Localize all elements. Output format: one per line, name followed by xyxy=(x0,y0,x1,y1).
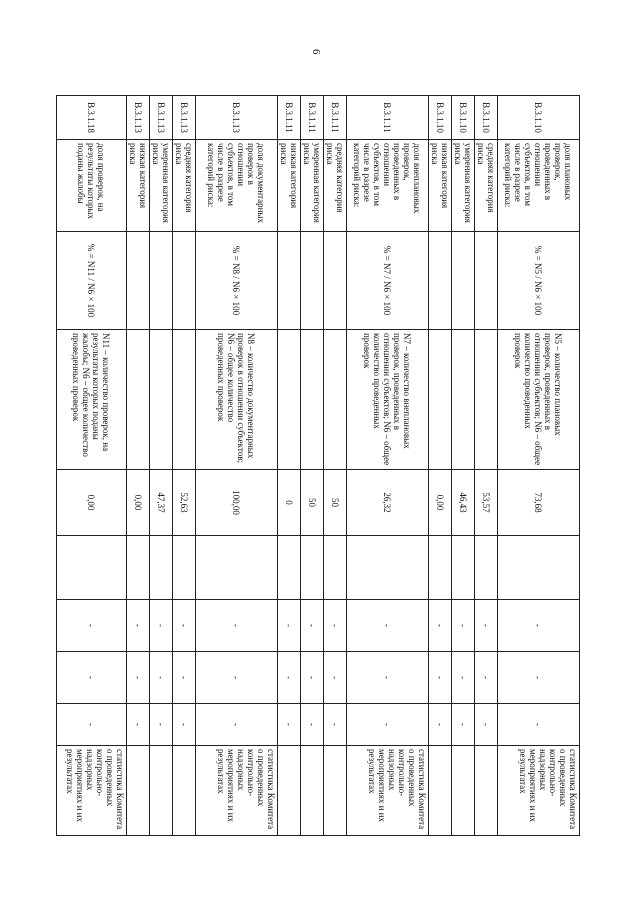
indicator-value: 100,00 xyxy=(196,470,278,536)
indicator-name: доля внеплановых проверок, проведенных в отношении субъектов, в том числе в разрезе категорий риска: xyxy=(347,140,429,232)
indicator-col6 xyxy=(278,536,301,600)
indicator-col7: - xyxy=(475,600,498,652)
indicator-legend xyxy=(173,330,196,470)
table-row xyxy=(347,96,429,836)
indicator-legend: N11 – количество проверок, на результаты которых поданы жалобы; N6 – общее количество проведенных проверок xyxy=(57,330,127,470)
indicator-col7: - xyxy=(429,600,452,652)
indicator-col8: - xyxy=(196,652,278,704)
indicator-source: статистика Комитета о проведенных контрольно-надзорных мероприятиях и их результатах xyxy=(347,746,429,836)
indicator-col7: - xyxy=(57,600,127,652)
indicator-legend xyxy=(150,330,173,470)
indicator-name: умеренная категория риска xyxy=(452,140,475,232)
table-row xyxy=(57,96,127,836)
indicator-col9: - xyxy=(57,704,127,746)
indicator-col6 xyxy=(475,536,498,600)
indicator-value: 73,68 xyxy=(498,470,580,536)
indicator-formula xyxy=(127,232,150,330)
indicator-col7: - xyxy=(301,600,324,652)
indicator-col9: - xyxy=(127,704,150,746)
indicator-formula: % = N7 / N6 × 100 xyxy=(347,232,429,330)
indicator-formula xyxy=(278,232,301,330)
indicator-code: В.3.1.13 xyxy=(150,96,173,140)
indicator-value: 50 xyxy=(324,470,347,536)
indicator-code: В.3.1.11 xyxy=(347,96,429,140)
indicator-legend xyxy=(429,330,452,470)
table-row xyxy=(150,96,173,836)
rotated-page-content xyxy=(65,95,580,835)
indicator-col6 xyxy=(301,536,324,600)
indicator-col7: - xyxy=(498,600,580,652)
indicator-col7: - xyxy=(127,600,150,652)
indicator-col7: - xyxy=(347,600,429,652)
indicator-value: 0,00 xyxy=(127,470,150,536)
table-row xyxy=(324,96,347,836)
indicator-value: 0,00 xyxy=(57,470,127,536)
indicator-code: В.3.1.10 xyxy=(452,96,475,140)
indicator-formula: % = N5 / N6 × 100 xyxy=(498,232,580,330)
indicator-col8: - xyxy=(452,652,475,704)
indicator-formula xyxy=(452,232,475,330)
indicator-col6 xyxy=(57,536,127,600)
indicator-formula xyxy=(475,232,498,330)
indicator-col9: - xyxy=(475,704,498,746)
table-row xyxy=(452,96,475,836)
indicator-code: В.3.1.10 xyxy=(429,96,452,140)
indicator-col6 xyxy=(429,536,452,600)
indicator-name: доля плановых проверок, проведенных в отношении субъектов, в том числе в разрезе категорий риска: xyxy=(498,140,580,232)
indicator-code: В.3.1.13 xyxy=(196,96,278,140)
indicator-legend xyxy=(301,330,324,470)
indicator-formula xyxy=(150,232,173,330)
indicator-code: В.3.1.18 xyxy=(57,96,127,140)
indicator-col6 xyxy=(150,536,173,600)
indicator-col7: - xyxy=(452,600,475,652)
indicator-legend: N7 – количество внеплановых проверок, проведенных в отношении субъектов; N6 – общее количество проведенных проверок xyxy=(347,330,429,470)
table-row xyxy=(498,96,580,836)
indicator-value: 52,63 xyxy=(173,470,196,536)
indicator-value: 47,37 xyxy=(150,470,173,536)
indicator-value: 50 xyxy=(301,470,324,536)
indicator-value: 0,00 xyxy=(429,470,452,536)
indicator-source xyxy=(150,746,173,836)
indicator-col6 xyxy=(127,536,150,600)
indicator-col9: - xyxy=(301,704,324,746)
indicator-legend xyxy=(475,330,498,470)
page-number: 6 xyxy=(310,49,322,55)
indicator-col6 xyxy=(347,536,429,600)
indicator-col8: - xyxy=(150,652,173,704)
indicator-formula xyxy=(301,232,324,330)
table-row xyxy=(173,96,196,836)
indicator-source xyxy=(173,746,196,836)
indicator-value: 46,43 xyxy=(452,470,475,536)
indicator-source: статистика Комитета о проведенных контрольно-надзорных мероприятиях и их результатах xyxy=(57,746,127,836)
indicator-col6 xyxy=(196,536,278,600)
indicator-source xyxy=(475,746,498,836)
table-row xyxy=(429,96,452,836)
indicator-col9: - xyxy=(452,704,475,746)
indicator-col8: - xyxy=(475,652,498,704)
indicator-formula: % = N8 / N6 × 100 xyxy=(196,232,278,330)
indicator-legend xyxy=(127,330,150,470)
indicator-code: В.3.1.11 xyxy=(324,96,347,140)
indicator-col9: - xyxy=(347,704,429,746)
indicator-name: средняя категория риска xyxy=(475,140,498,232)
indicator-source: статистика Комитета о проведенных контрольно-надзорных мероприятиях и их результатах xyxy=(196,746,278,836)
indicator-name: умеренная категория риска xyxy=(301,140,324,232)
indicator-code: В.3.1.11 xyxy=(301,96,324,140)
indicator-formula: % = N11 / N6 × 100 xyxy=(57,232,127,330)
indicator-col6 xyxy=(324,536,347,600)
indicator-code: В.3.1.13 xyxy=(173,96,196,140)
indicator-legend: N8 – количество документарных проверок в отношении субъектов; N6 – общее количество проведенных проверок xyxy=(196,330,278,470)
indicator-value: 0 xyxy=(278,470,301,536)
indicator-name: низкая категория риска xyxy=(278,140,301,232)
indicator-col8: - xyxy=(347,652,429,704)
table-row xyxy=(196,96,278,836)
indicator-name: средняя категория риска xyxy=(173,140,196,232)
indicator-source xyxy=(278,746,301,836)
table-row xyxy=(278,96,301,836)
indicator-col9: - xyxy=(498,704,580,746)
indicator-value: 26,32 xyxy=(347,470,429,536)
indicator-col9: - xyxy=(278,704,301,746)
table-body xyxy=(57,96,580,836)
indicator-col6 xyxy=(173,536,196,600)
indicator-source xyxy=(452,746,475,836)
indicator-name: низкая категория риска xyxy=(429,140,452,232)
indicator-code: В.3.1.10 xyxy=(498,96,580,140)
table-row xyxy=(475,96,498,836)
indicator-source xyxy=(127,746,150,836)
indicators-table xyxy=(56,95,580,836)
indicator-col7: - xyxy=(324,600,347,652)
indicator-col8: - xyxy=(498,652,580,704)
indicator-name: доля проверок, на результаты которых поданы жалобы xyxy=(57,140,127,232)
indicator-legend xyxy=(278,330,301,470)
indicator-name: низкая категория риска xyxy=(127,140,150,232)
indicator-col7: - xyxy=(150,600,173,652)
indicator-source xyxy=(301,746,324,836)
indicator-col6 xyxy=(452,536,475,600)
indicator-name: умеренная категория риска xyxy=(150,140,173,232)
indicator-name: доля документарных проверок в отношении субъектов, в том числе в разрезе категорий риска: xyxy=(196,140,278,232)
indicator-formula xyxy=(173,232,196,330)
indicator-code: В.3.1.13 xyxy=(127,96,150,140)
indicator-legend: N5 – количество плановых проверок, проведенных в отношении субъектов; N6 – общее количество проведенных проверок xyxy=(498,330,580,470)
indicator-col9: - xyxy=(150,704,173,746)
indicator-col7: - xyxy=(196,600,278,652)
indicator-col8: - xyxy=(324,652,347,704)
indicator-col9: - xyxy=(324,704,347,746)
indicator-col8: - xyxy=(301,652,324,704)
indicator-formula xyxy=(324,232,347,330)
indicator-source xyxy=(429,746,452,836)
indicator-col7: - xyxy=(278,600,301,652)
indicator-col9: - xyxy=(173,704,196,746)
indicator-legend xyxy=(452,330,475,470)
indicator-source: статистика Комитета о проведенных контрольно-надзорных мероприятиях и их результатах xyxy=(498,746,580,836)
indicator-col6 xyxy=(498,536,580,600)
table-row xyxy=(301,96,324,836)
indicator-col8: - xyxy=(429,652,452,704)
indicator-col7: - xyxy=(173,600,196,652)
indicator-name: средняя категория риска xyxy=(324,140,347,232)
indicator-col8: - xyxy=(57,652,127,704)
indicator-col8: - xyxy=(127,652,150,704)
indicator-col8: - xyxy=(173,652,196,704)
indicator-legend xyxy=(324,330,347,470)
indicator-source xyxy=(324,746,347,836)
indicator-code: В.3.1.10 xyxy=(475,96,498,140)
indicator-col9: - xyxy=(429,704,452,746)
indicator-formula xyxy=(429,232,452,330)
indicator-col9: - xyxy=(196,704,278,746)
indicator-code: В.3.1.11 xyxy=(278,96,301,140)
indicator-col8: - xyxy=(278,652,301,704)
table-row xyxy=(127,96,150,836)
indicator-value: 53,57 xyxy=(475,470,498,536)
